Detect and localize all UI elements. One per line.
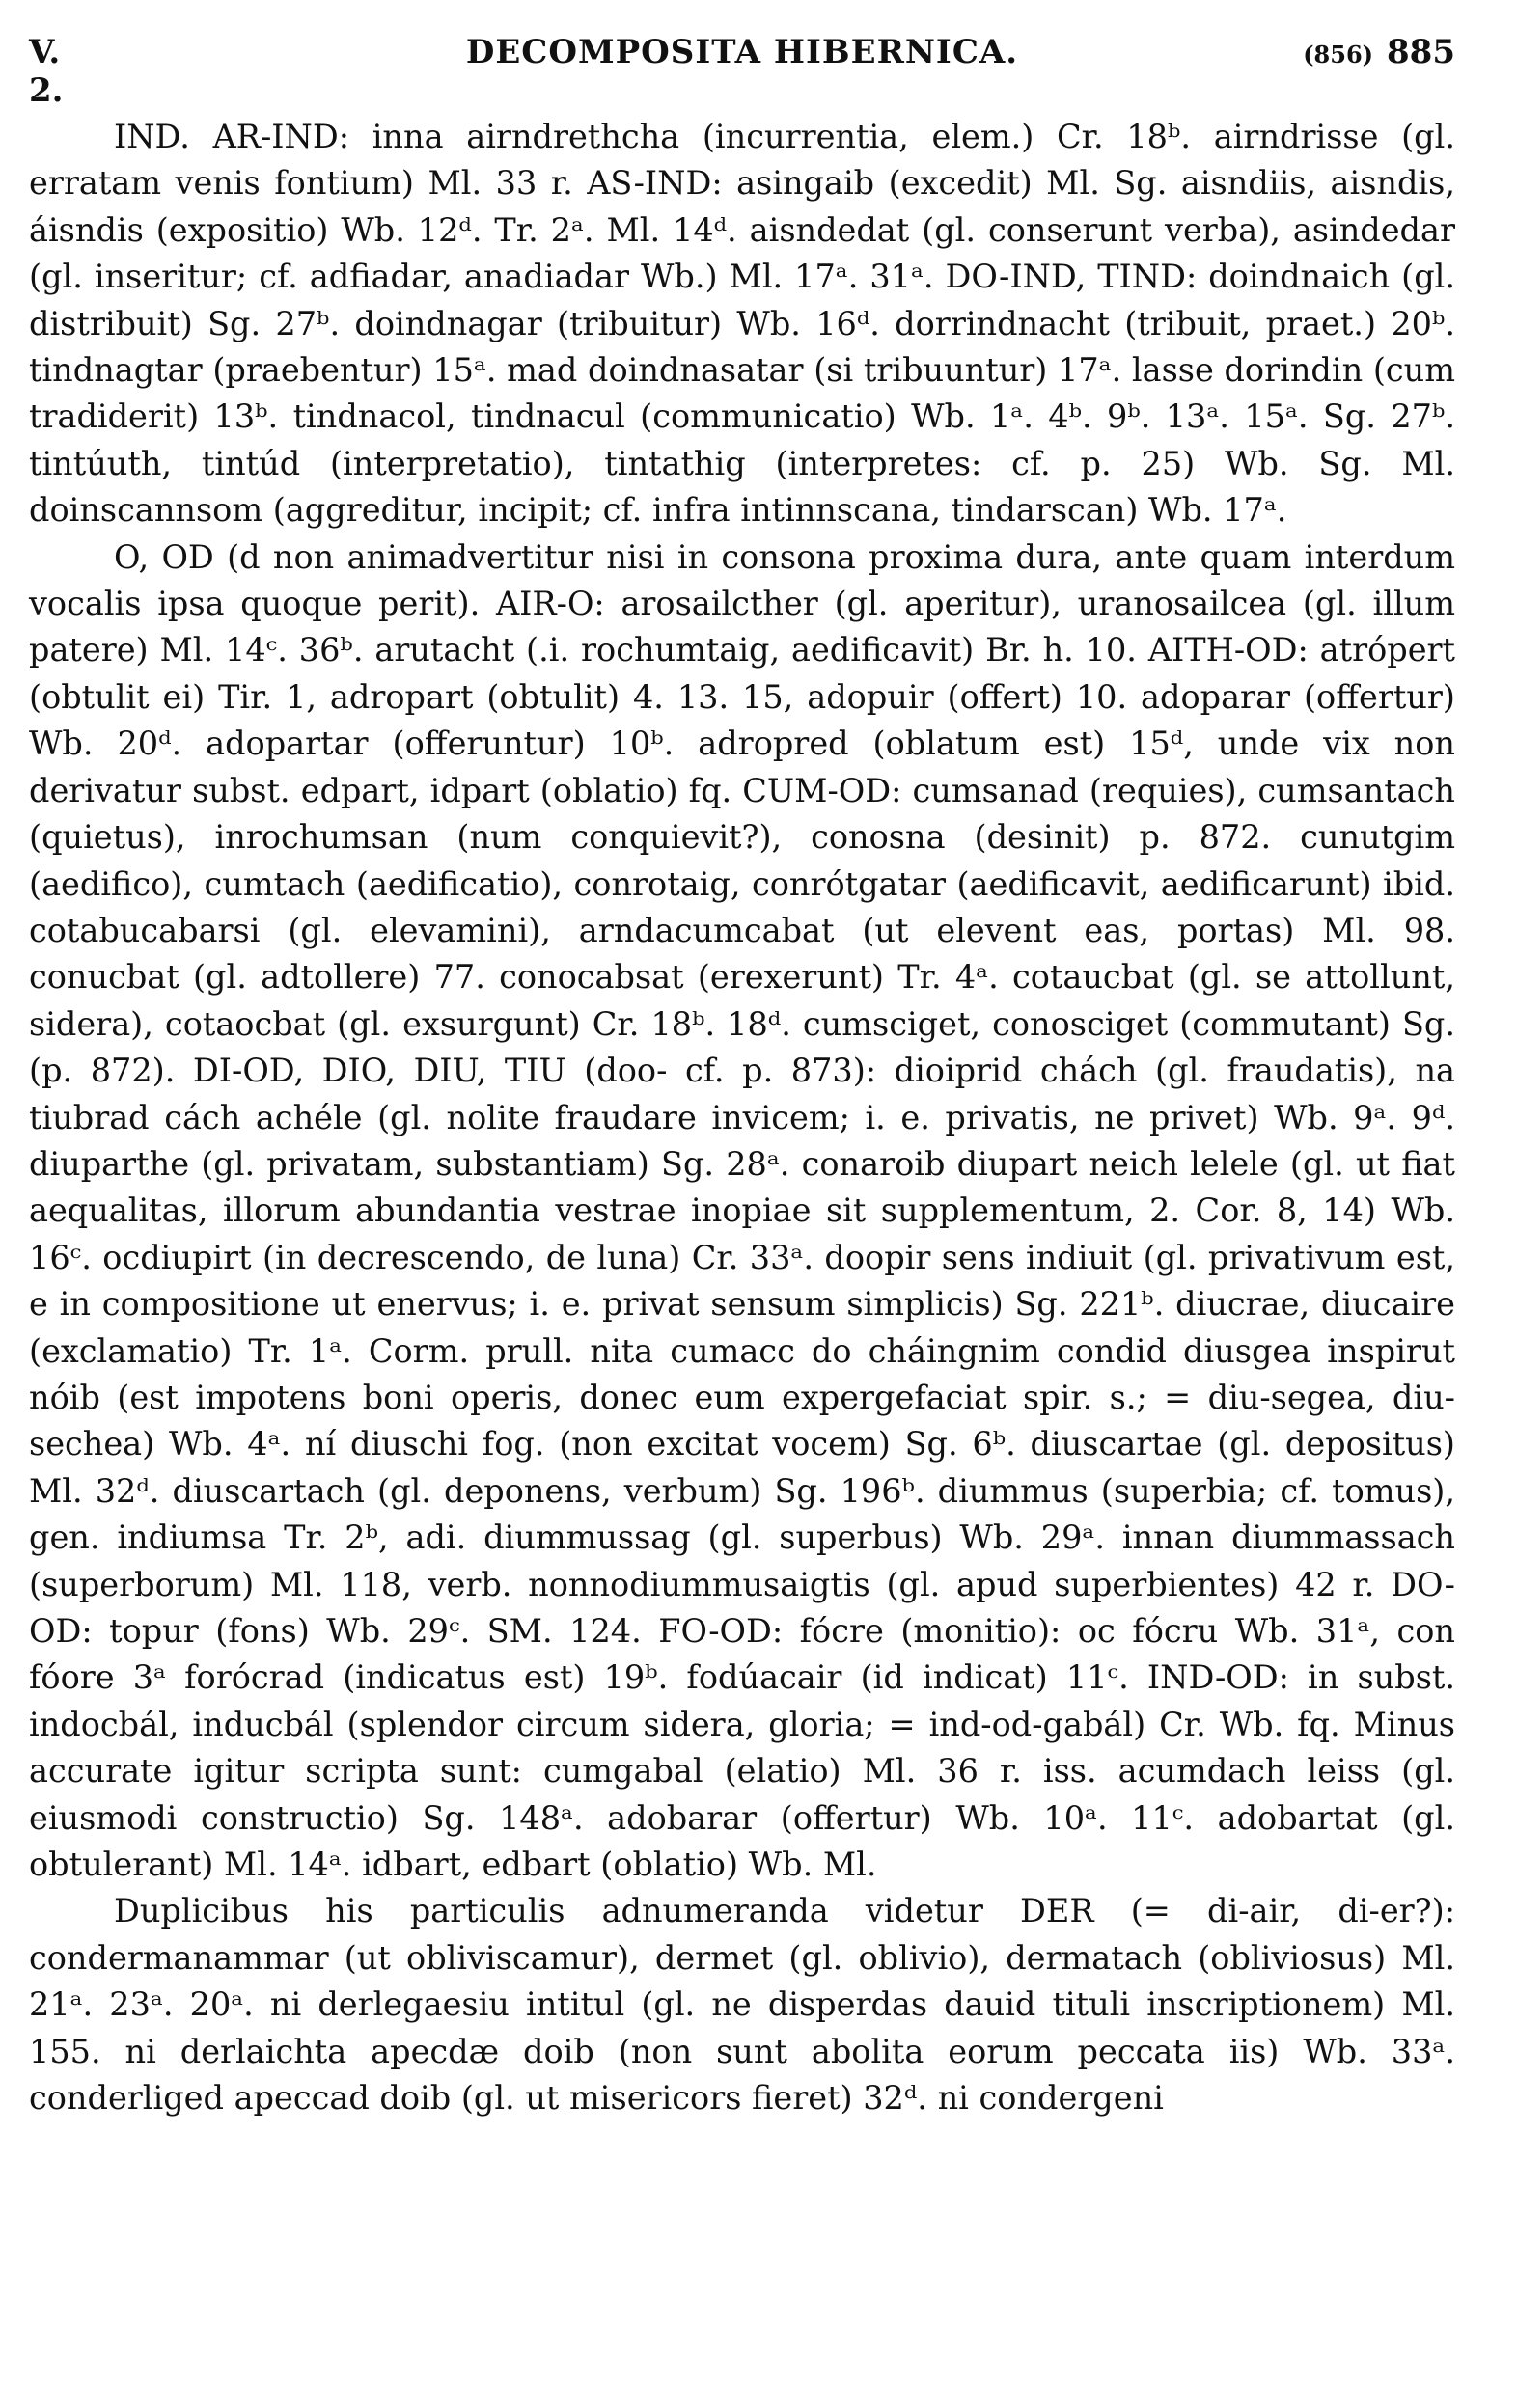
page-number: 885 bbox=[1387, 33, 1455, 71]
paragraph-o-od: O, OD (d non animadvertitur nisi in consona proxima dura, ante quam interdum vocalis ipsa quoque perit). AIR-O: arosailcther (gl. aperitur), uranosailcea (gl. illum patere) Ml. 14ᶜ. 36ᵇ. arutacht (.i. rochumtaig, aedificavit) Br. h. 10. AITH-OD: atrópert (obtulit ei) Tir. 1, adropart (obtulit) 4. 13. 15, adopuir (offert) 10. adoparar (offertur) Wb. 20ᵈ. adopartar (offeruntur) 10ᵇ. adropred (oblatum est) 15ᵈ, unde vix non derivatur subst. edpart, idpart (oblatio) fq. CUM-OD: cumsanad (requies), cumsantach (quietus), inrochumsan (num conquievit?), conosna (desinit) p. 872. cunutgim (aedifico), cumtach (aedificatio), conrotaig, conrótgatar (aedificavit, aedificarunt) ibid. cotabucabarsi (gl. elevamini), arndacumcabat (ut elevent eas, portas) Ml. 98. conucbat (gl. adtollere) 77. conocabsat (erexerunt) Tr. 4ᵃ. cotaucbat (gl. se attollunt, sidera), cotaocbat (gl. exsurgunt) Cr. 18ᵇ. 18ᵈ. cumsciget, conosciget (commutant) Sg. (p. 872). DI-OD, DIO, DIU, TIU (doo- cf. p. 873): dioiprid chách (gl. fraudatis), na tiubrad cách achéle (gl. nolite fraudare invicem; i. e. privatis, ne privet) Wb. 9ᵃ. 9ᵈ. diuparthe (gl. privatam, substantiam) Sg. 28ᵃ. conaroib diupart neich lelele (gl. ut fiat aequalitas, illorum abundantia vestrae inopiae sit supplementum, 2. Cor. 8, 14) Wb. 16ᶜ. ocdiupirt (in decrescendo, de luna) Cr. 33ᵃ. doopir sens indiuit (gl. privativum est, e in compositione ut enervus; i. e. privat sensum simplicis) Sg. 221ᵇ. diucrae, diucaire (exclamatio) Tr. 1ᵃ. Corm. prull. nita cumacc do cháingnim condid diusgea inspirut nóib (est impotens boni operis, donec eum expergefaciat spir. s.; = diu-segea, diu-sechea) Wb. 4ᵃ. ní diuschi fog. (non excitat vocem) Sg. 6ᵇ. diuscartae (gl. depositus) Ml. 32ᵈ. diuscartach (gl. deponens, verbum) Sg. 196ᵇ. diummus (superbia; cf. tomus), gen. indiumsa Tr. 2ᵇ, adi. diummussag (gl. superbus) Wb. 29ᵃ. innan diummassach (superborum) Ml. 118, verb. nonnodiummusaigtis (gl. apud superbientes) 42 r. DO-OD: topur (fons) Wb. 29ᶜ. SM. 124. FO-OD: fócre (monitio): oc fócru Wb. 31ᵃ, con fóore 3ᵃ forócrad (indicatus est) 19ᵇ. fodúacair (id indicat) 11ᶜ. IND-OD: in subst. indocbál, inducbál (splendor circum sidera, gloria; = ind-od-gabál) Cr. Wb. fq. Minus accurate igitur scripta sunt: cumgabal (elatio) Ml. 36 r. iss. acumdach leiss (gl. eiusmodi constructio) Sg. 148ᵃ. adobarar (offertur) Wb. 10ᵃ. 11ᶜ. adobartat (gl. obtulerant) Ml. 14ᵃ. idbart, edbart (oblatio) Wb. Ml. bbox=[29, 537, 1455, 1884]
body-text bbox=[29, 114, 1455, 2121]
running-header bbox=[29, 33, 1455, 110]
paragraph-ind: IND. AR-IND: inna airndrethcha (incurrentia, elem.) Cr. 18ᵇ. airndrisse (gl. erratam venis fontium) Ml. 33 r. AS-IND: asingaib (excedit) Ml. Sg. aisndiis, aisndis, áisndis (expositio) Wb. 12ᵈ. Tr. 2ᵃ. Ml. 14ᵈ. aisndedat (gl. conserunt verba), asindedar (gl. inseritur; cf. adfiadar, anadiadar Wb.) Ml. 17ᵃ. 31ᵃ. DO-IND, TIND: doindnaich (gl. distribuit) Sg. 27ᵇ. doindnagar (tribuitur) Wb. 16ᵈ. dorrindnacht (tribuit, praet.) 20ᵇ. tindnagtar (praebentur) 15ᵃ. mad doindnasatar (si tribuuntur) 17ᵃ. lasse dorindin (cum tradiderit) 13ᵇ. tindnacol, tindnacul (communicatio) Wb. 1ᵃ. 4ᵇ. 9ᵇ. 13ᵃ. 15ᵃ. Sg. 27ᵇ. tintúuth, tintúd (interpretatio), tintathig (interpretes: cf. p. 25) Wb. Sg. Ml. doinscannsom (aggreditur, incipit; cf. infra intinnscana, tindarscan) Wb. 17ᵃ. bbox=[29, 118, 1455, 530]
header-section: V. 2. bbox=[29, 33, 64, 110]
header-title: DECOMPOSITA HIBERNICA. bbox=[465, 33, 1019, 71]
original-page-number: (856) bbox=[1303, 41, 1374, 68]
header-page-numbers bbox=[1303, 33, 1455, 71]
paragraph-der: Duplicibus his particulis adnumeranda videtur DER (= di-air, di-er?): condermanammar (ut obliviscamur), dermet (gl. oblivio), dermatach (obliviosus) Ml. 21ᵃ. 23ᵃ. 20ᵃ. ni derlegaesiu intitul (gl. ne disperdas dauid tituli inscriptionem) Ml. 155. ni derlaichta apecdæ doib (non sunt abolita eorum peccata iis) Wb. 33ᵃ. conderliged apeccad doib (gl. ut misericors fieret) 32ᵈ. ni condergeni bbox=[29, 1892, 1455, 2118]
